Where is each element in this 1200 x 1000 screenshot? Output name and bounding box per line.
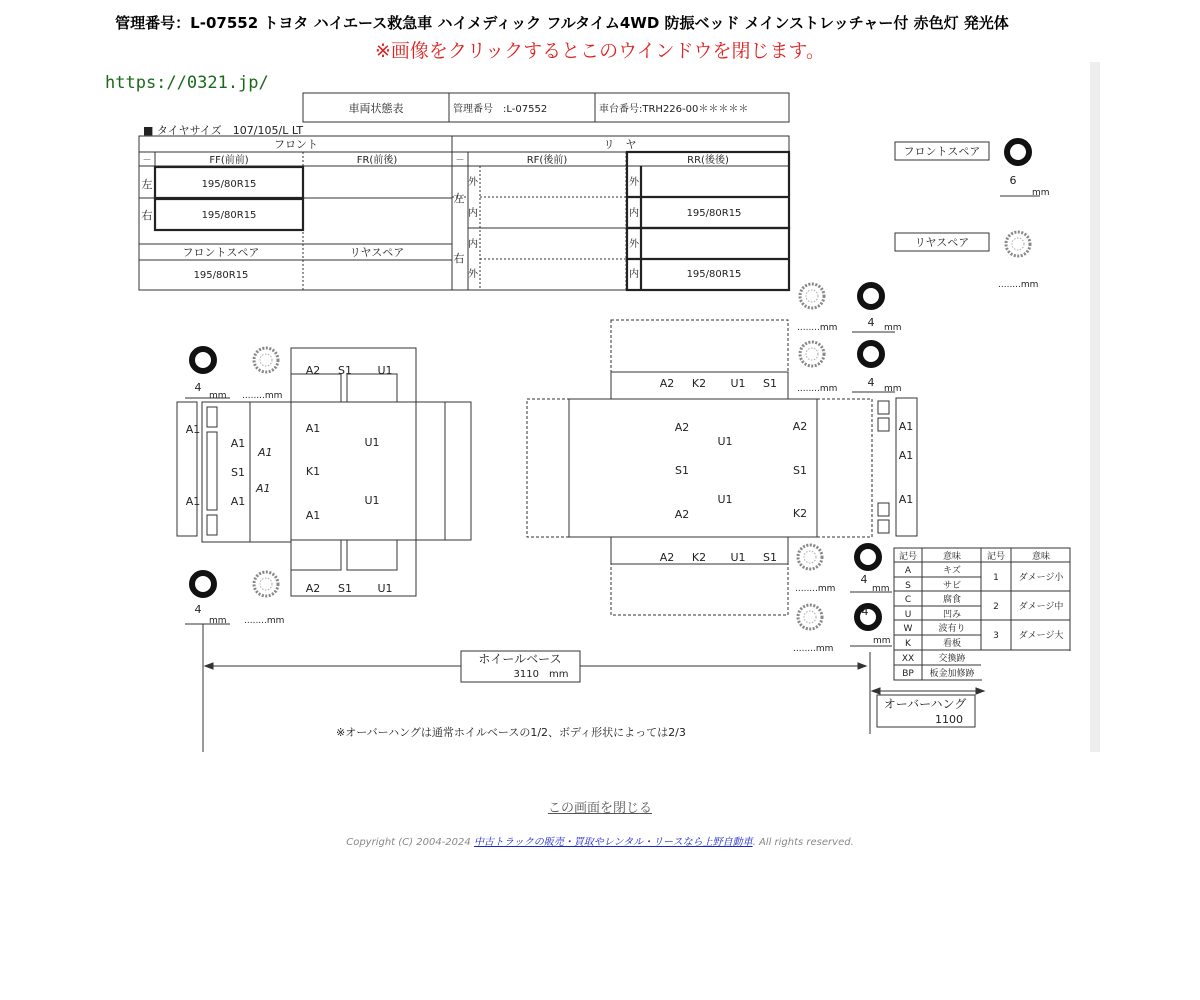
front-upper-dotted-mm: ........mm xyxy=(242,391,283,401)
rear-bottom-a2: A2 xyxy=(659,551,675,564)
tire-rr-left-inner-size: 195/80R15 xyxy=(686,208,742,219)
front-lower-mm: mm xyxy=(209,616,227,626)
rear-upper-outer-dotted-mm: ........mm xyxy=(797,323,838,333)
overhang-note: ※オーバーハングは通常ホイルベースの1/2、ボディ形状によっては2/3 xyxy=(336,726,686,739)
tire-front-spare-header: フロントスペア xyxy=(182,246,260,259)
legend-level-3-code: 3 xyxy=(993,631,999,641)
rear-lower-outer-spare-icon xyxy=(798,605,822,629)
front-bottom-s1: S1 xyxy=(338,582,352,595)
rear-lower-inner-dotted-mm: ........mm xyxy=(795,584,836,594)
rear-spare-label: リヤスペア xyxy=(914,236,970,249)
tire-front-spare-size: 195/80R15 xyxy=(193,270,249,281)
rear-spare-mm: ........mm xyxy=(998,280,1039,290)
front-upper-mm: mm xyxy=(209,391,227,401)
rear-side-a1-3: A1 xyxy=(898,493,914,506)
legend-level-2-meaning: ダメージ中 xyxy=(1018,602,1064,612)
legend-code-w: W xyxy=(903,624,913,634)
rear-side-a1-1: A1 xyxy=(898,420,914,433)
rear-body-diagram xyxy=(527,320,917,615)
rear-lower-inner-depth: 4 xyxy=(860,573,868,586)
tire-dash-rear: － xyxy=(455,156,465,166)
front-hood-k1: K1 xyxy=(305,465,321,478)
tire-front-header: フロント xyxy=(274,138,318,151)
tire-rf-left-outer: 外 xyxy=(468,177,478,188)
legend-code-c: C xyxy=(904,595,912,605)
legend-code-xx: XX xyxy=(901,654,915,664)
rear-spare-tire-icon xyxy=(1006,232,1030,256)
front-hood-a1-top: A1 xyxy=(305,422,321,435)
overhang-label: オーバーハング xyxy=(883,697,967,711)
rear-roof-s1: S1 xyxy=(675,464,689,477)
rear-upper-outer-mm: mm xyxy=(884,323,902,333)
front-lower-depth: 4 xyxy=(194,603,202,616)
front-left-upper-tire-icon xyxy=(192,349,214,371)
front-left-upper-spare-icon xyxy=(254,348,278,372)
footer-copyright xyxy=(0,833,1200,848)
tire-rr-right-inner: 内 xyxy=(629,269,639,280)
rear-upper-outer-spare-icon xyxy=(800,284,824,308)
legend-level-1-code: 1 xyxy=(993,573,999,583)
tire-ff-header: FF(前前) xyxy=(209,155,249,166)
front-handwritten-a1-bottom: A1 xyxy=(256,482,271,495)
legend-meaning-xx: 交換跡 xyxy=(938,654,966,664)
legend-code-s: S xyxy=(905,581,911,591)
legend-code-bp: BP xyxy=(902,669,914,679)
rear-wheel-icons xyxy=(798,284,882,629)
front-top-a2: A2 xyxy=(305,364,321,377)
rear-upper-inner-dotted-mm: ........mm xyxy=(797,384,838,394)
front-spare-mm: mm xyxy=(1032,188,1050,198)
rear-top-s1: S1 xyxy=(763,377,777,390)
rear-upper-inner-spare-icon xyxy=(800,342,824,366)
rear-upper-inner-depth: 4 xyxy=(867,376,875,389)
rear-lower-outer-dotted-mm: ........mm xyxy=(793,644,834,654)
tire-rf-right-inner: 内 xyxy=(468,239,478,250)
tire-front-left-label: 左 xyxy=(141,178,153,191)
front-spare-label: フロントスペア xyxy=(903,145,981,158)
rear-roof-u1-top: U1 xyxy=(717,435,733,448)
close-window-link[interactable]: この画面を閉じる xyxy=(547,801,652,816)
rear-lower-inner-tire-icon xyxy=(857,546,879,568)
rear-lower-inner-mm: mm xyxy=(872,584,890,594)
front-hood-u1-bottom: U1 xyxy=(364,494,380,507)
overhang-value: 1100 xyxy=(935,713,963,726)
rear-top-a2: A2 xyxy=(659,377,675,390)
tire-rear-header: リ ヤ xyxy=(603,138,637,151)
front-panel-s1: S1 xyxy=(231,466,245,479)
wheelbase-value: 3110 mm xyxy=(513,669,569,680)
legend-level-3-meaning: ダメージ大 xyxy=(1018,631,1064,641)
rear-upper-inner-mm: mm xyxy=(884,384,902,394)
legend-code-k: K xyxy=(905,639,911,649)
front-panel-a1-top: A1 xyxy=(230,437,246,450)
front-hood-u1-top: U1 xyxy=(364,436,380,449)
front-bottom-u1: U1 xyxy=(377,582,393,595)
front-panel-a1-bottom: A1 xyxy=(230,495,246,508)
rear-upper-outer-depth: 4 xyxy=(867,316,875,329)
legend-meaning-bp: 板金加修跡 xyxy=(929,669,975,679)
front-left-lower-spare-icon xyxy=(254,572,278,596)
rear-bottom-k2: K2 xyxy=(691,551,707,564)
front-upper-depth: 4 xyxy=(194,381,202,394)
tire-rr-right-inner-size: 195/80R15 xyxy=(686,269,742,280)
legend-header-meaning-1: 意味 xyxy=(942,552,962,562)
rear-bottom-s1: S1 xyxy=(763,551,777,564)
vehicle-condition-sheet[interactable] xyxy=(100,62,1100,752)
rear-lower-outer-depth: 4 xyxy=(861,605,869,618)
tire-front-right-label: 右 xyxy=(141,209,153,222)
condition-table-title: 車両状態表 xyxy=(348,102,404,115)
wheelbase-label: ホイールベース xyxy=(478,652,562,666)
rear-lower-inner-spare-icon xyxy=(798,545,822,569)
close-notice: ※画像をクリックするとこのウインドウを閉じます。 xyxy=(374,40,826,62)
rear-door-a2: A2 xyxy=(792,420,808,433)
legend-meaning-c: 腐食 xyxy=(942,595,962,605)
page-title: 管理番号：L-07552 トヨタ ハイエース救急車 ハイメディック フルタイム4WD 防振ベッド メインストレッチャー付 赤色灯 発光体 xyxy=(115,14,1009,32)
rear-upper-inner-tire-icon xyxy=(860,343,882,365)
legend-level-1-meaning: ダメージ小 xyxy=(1018,573,1064,583)
condition-sheet-drawing xyxy=(100,62,1100,752)
tire-rr-left-outer: 外 xyxy=(629,177,639,188)
sheet-url: https://0321.jp/ xyxy=(105,73,269,93)
tire-size-label: ■ タイヤサイズ 107/105/L LT xyxy=(143,124,304,137)
rear-roof-a2-bottom: A2 xyxy=(674,508,690,521)
rear-lower-outer-mm: mm xyxy=(873,636,891,646)
front-spare-tire-icon xyxy=(1007,141,1029,163)
legend-meaning-u: 凹み xyxy=(942,610,962,620)
footer-company-link[interactable]: 中古トラックの販売・買取やレンタル・リースなら上野自動車 xyxy=(473,837,753,848)
front-body-diagram xyxy=(177,348,471,596)
tire-rear-left-label: 左 xyxy=(453,192,465,205)
legend-meaning-s: サビ xyxy=(942,581,962,591)
footer-suffix: . All rights reserved. xyxy=(752,837,854,848)
tire-rr-left-inner: 内 xyxy=(629,208,639,219)
rear-top-k2: K2 xyxy=(691,377,707,390)
legend-meaning-k: 看板 xyxy=(942,639,962,649)
front-hood-a1-bottom: A1 xyxy=(305,509,321,522)
tire-rear-spare-header: リヤスペア xyxy=(349,246,405,259)
rear-upper-outer-tire-icon xyxy=(860,285,882,307)
rear-door-s1: S1 xyxy=(793,464,807,477)
rear-door-k2: K2 xyxy=(792,507,808,520)
rear-roof-u1-bottom: U1 xyxy=(717,493,733,506)
tire-rear-right-label: 右 xyxy=(453,252,465,265)
footer-prefix: Copyright (C) 2004-2024 xyxy=(346,837,474,848)
front-side-left-a1-bottom: A1 xyxy=(185,495,201,508)
front-bottom-a2: A2 xyxy=(305,582,321,595)
tire-rf-right-outer: 外 xyxy=(468,269,478,280)
tire-rf-header: RF(後前) xyxy=(526,155,568,166)
legend-meaning-w: 波有り xyxy=(938,624,966,634)
front-top-s1: S1 xyxy=(338,364,352,377)
front-top-u1: U1 xyxy=(377,364,393,377)
rear-roof-a2-top: A2 xyxy=(674,421,690,434)
chassis-number: 車台番号:TRH226-00＊＊＊＊＊ xyxy=(599,104,749,115)
front-side-left-a1-top: A1 xyxy=(185,423,201,436)
legend-header-code-1: 記号 xyxy=(898,552,918,562)
legend-code-a: A xyxy=(904,566,912,576)
front-left-lower-tire-icon xyxy=(192,573,214,595)
legend-code-u: U xyxy=(904,610,912,620)
tire-ff-right-size: 195/80R15 xyxy=(201,210,257,221)
front-handwritten-a1-top: A1 xyxy=(258,446,273,459)
legend-header-meaning-2: 意味 xyxy=(1031,552,1051,562)
tire-dash-front: － xyxy=(142,156,152,166)
tire-ff-left-size: 195/80R15 xyxy=(201,179,257,190)
rear-top-u1: U1 xyxy=(730,377,746,390)
legend-level-2-code: 2 xyxy=(993,602,999,612)
front-lower-dotted-mm: ........mm xyxy=(244,616,285,626)
tire-rr-header: RR(後後) xyxy=(687,155,729,166)
management-number: 管理番号 :L-07552 xyxy=(453,104,548,115)
legend-meaning-a: キズ xyxy=(943,566,961,576)
tire-rf-left-inner: 内 xyxy=(468,208,478,219)
tire-fr-header: FR(前後) xyxy=(356,155,398,166)
legend-header-code-2: 記号 xyxy=(986,552,1006,562)
tire-rr-right-outer: 外 xyxy=(629,239,639,250)
front-spare-depth: 6 xyxy=(1009,174,1017,187)
rear-side-a1-2: A1 xyxy=(898,449,914,462)
rear-bottom-u1: U1 xyxy=(730,551,746,564)
